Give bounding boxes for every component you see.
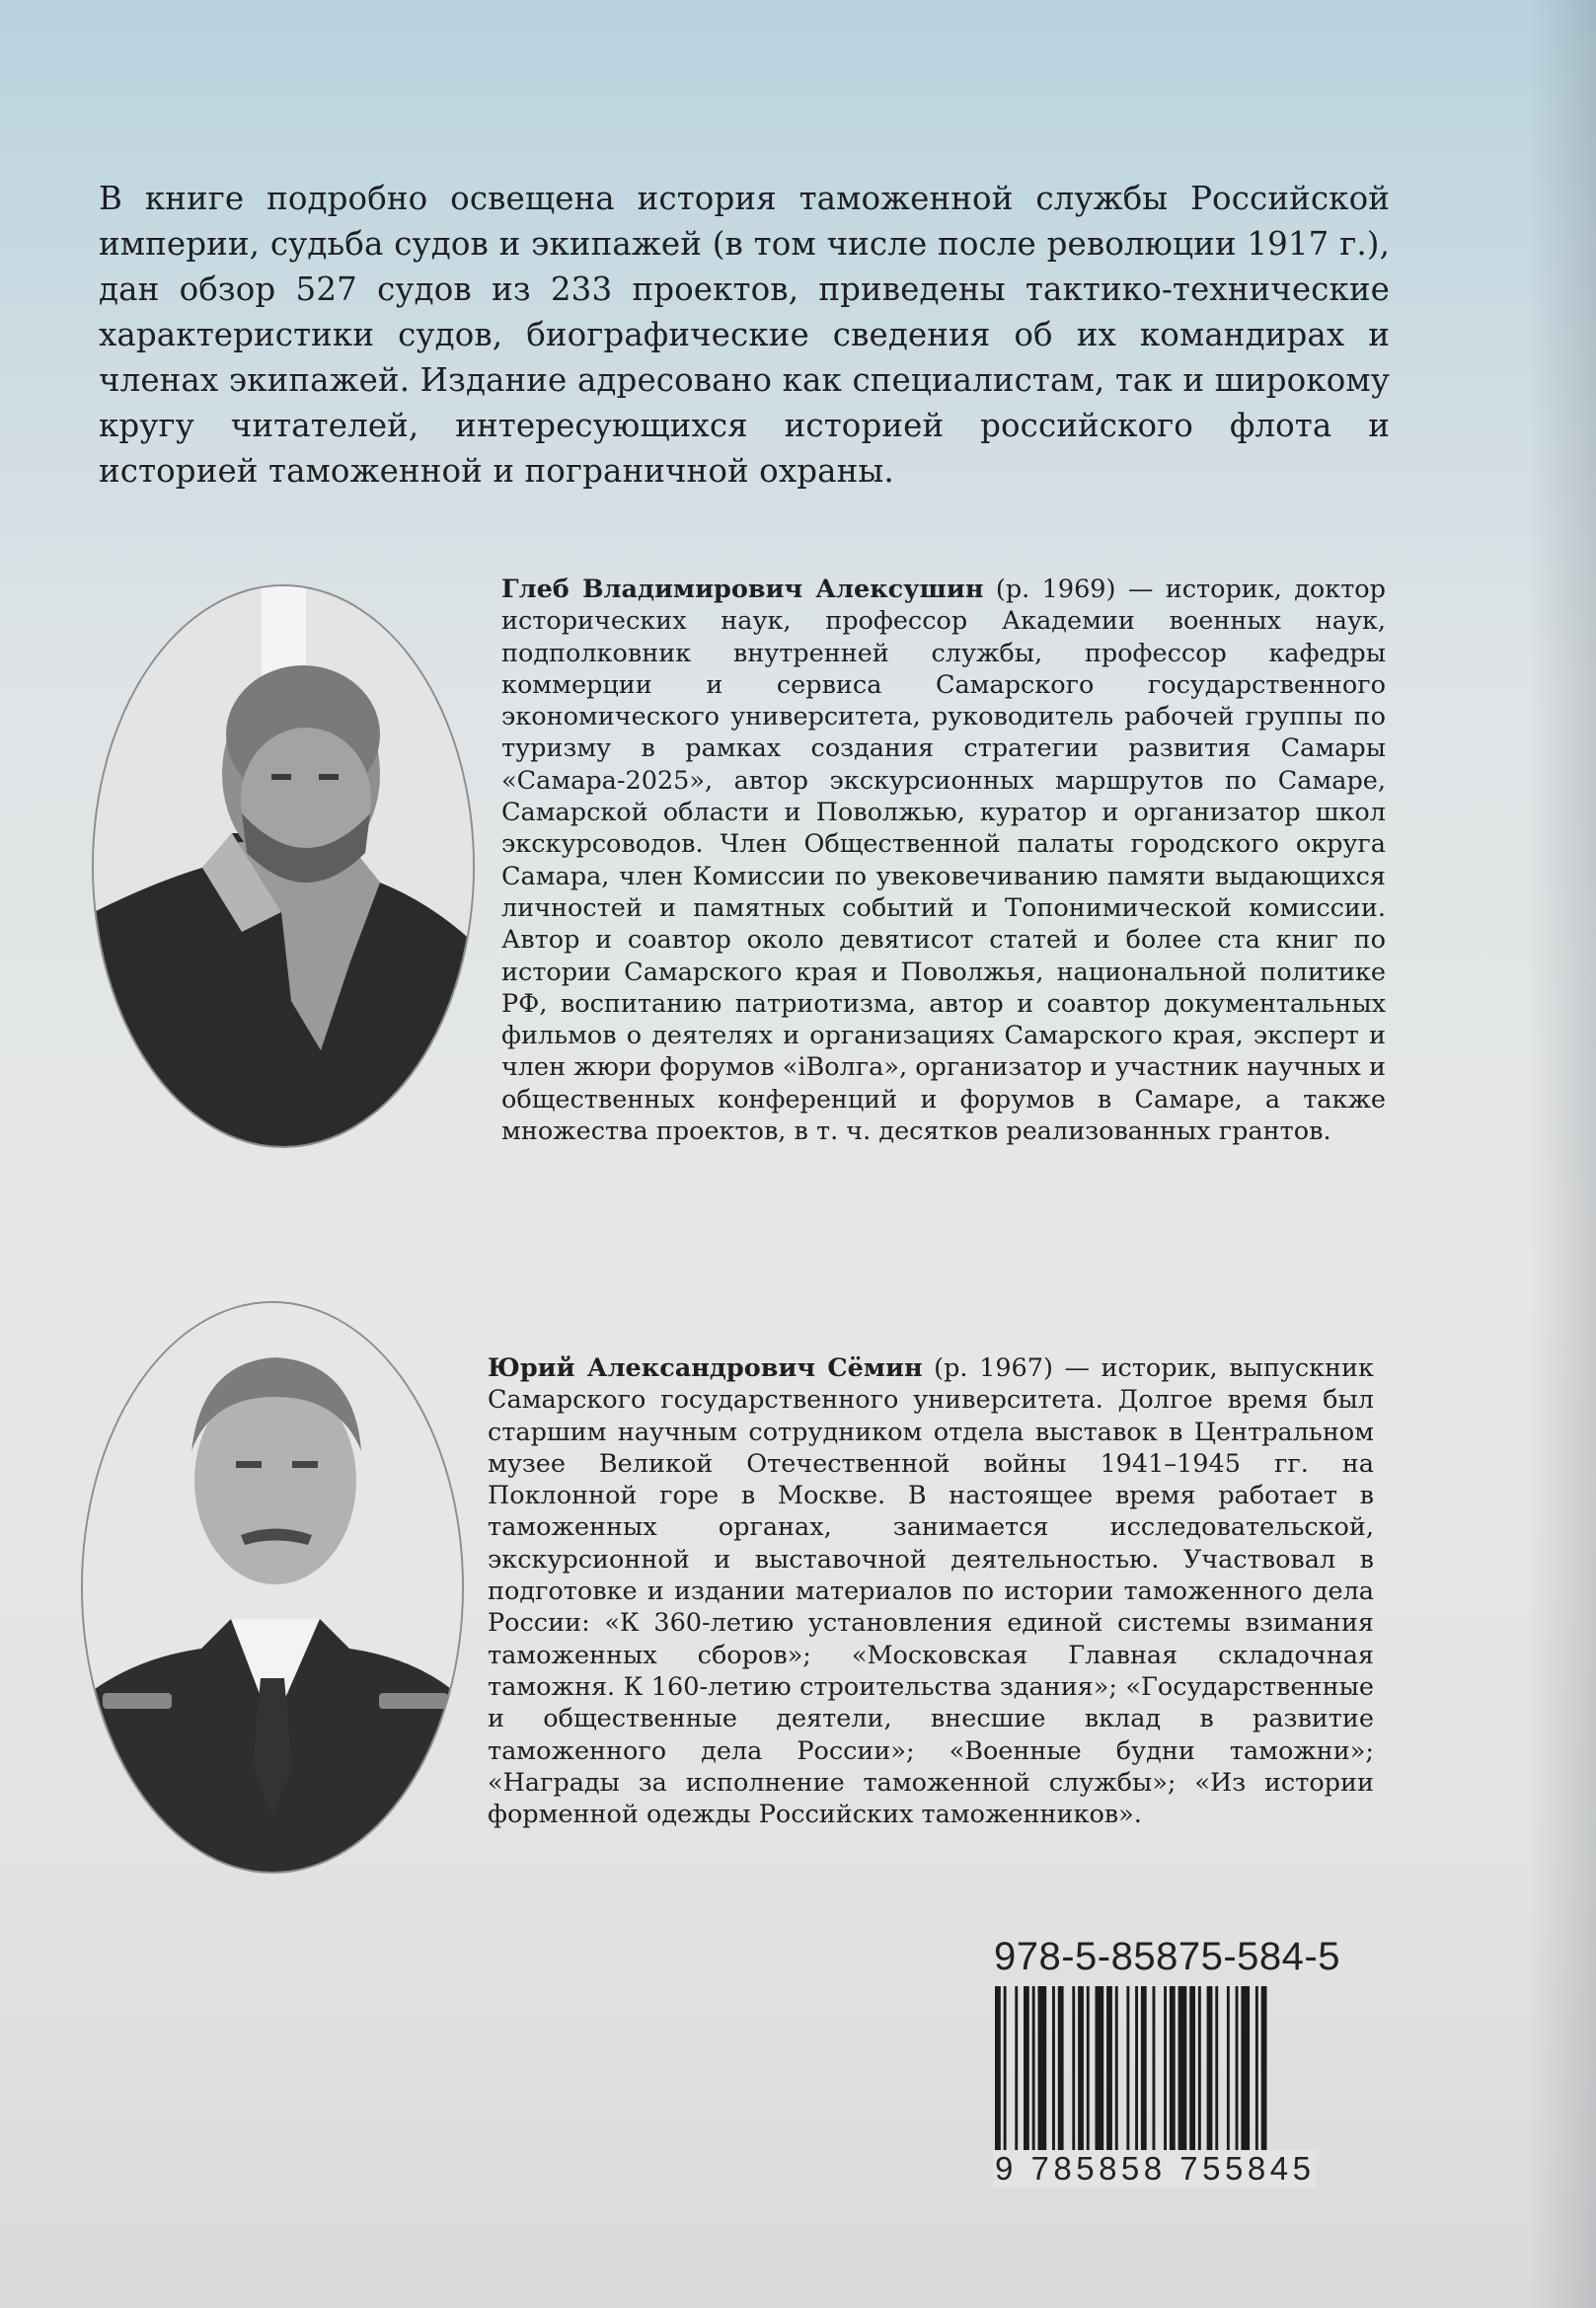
author-portrait-aleksushin <box>92 584 475 1148</box>
author-bio-text: (р. 1969) — историк, доктор исторических наук, профессор Академии военных наук, подполковник внутренней службы, профессор кафедры коммерции и сервиса Самарского государственного экономического университета, руководитель рабочей группы по туризму в рамках создания стратегии развития Самары «Самара-2025», автор экскурсионных маршрутов по Самаре, Самарской области и Поволжью, куратор и организатор школ экскурсоводов. Член Общественной палаты городского округа Самара, член Комиссии по увековечиванию памяти выдающихся личностей и памятных событий и Топонимической комиссии. Автор и соавтор около девятисот статей и более ста книг по истории Самарского края и Поволжья, национальной политике РФ, воспитанию патриотизма, автор и соавтор документальных фильмов о деятелях и организациях Самарского края, эксперт и член жюри форумов «iВолга», организатор и участник научных и общественных конференций и форумов в Самаре, а также множества проектов, в т. ч. десятков реализованных грантов. <box>501 575 1386 1147</box>
barcode-bar <box>1170 1986 1176 2169</box>
isbn-barcode <box>995 1986 1338 2169</box>
barcode-bar <box>1052 1986 1055 2169</box>
barcode-bar <box>1255 1986 1258 2169</box>
author-bio-semin <box>488 1352 1374 1830</box>
barcode-bar <box>1135 1986 1138 2169</box>
barcode-bar <box>1015 1986 1018 2169</box>
barcode-bar <box>1072 1986 1075 2169</box>
barcode-bar <box>1227 1986 1230 2169</box>
barcode-bar <box>1241 1986 1250 2169</box>
barcode-bar <box>1087 1986 1090 2169</box>
barcode-bar <box>1153 1986 1156 2169</box>
barcode-bar <box>1236 1986 1239 2169</box>
barcode-digits: 9 785858 755845 <box>995 2150 1316 2187</box>
author-bio-text: (р. 1967) — историк, выпускник Самарского государственного университета. Долгое время был старшим научным сотрудником отдела выставок в Центральном музее Великой Отечественной войны 1941–1945 гг. на Поклонной горе в Москве. В настоящее время работает в таможенных органах, занимается исследовательской, экскурсионной и выставочной деятельностью. Участвовал в подготовке и издании материалов по истории таможенного дела России: «К 360-летию установления единой системы взимания таможенных сборов»; «Московская Главная складочная таможня. К 160-летию строительства здания»; «Государственные и общественные деятели, внесшие вклад в развитие таможенного дела России»; «Военные будни таможни»; «Награды за исполнение таможенной службы»; «Из истории форменной одежды Российских таможенников». <box>488 1353 1374 1830</box>
barcode-bar <box>1215 1986 1218 2169</box>
barcode-bar <box>1032 1986 1035 2169</box>
author-bio-aleksushin <box>501 574 1386 1147</box>
barcode-bar <box>1164 1986 1167 2169</box>
author-name: Юрий Александрович Сёмин <box>488 1353 923 1383</box>
barcode-bar <box>1058 1986 1064 2169</box>
barcode-bar <box>995 1986 1001 2169</box>
author-name: Глеб Владимирович Алексушин <box>501 575 984 604</box>
barcode-bar <box>1261 1986 1267 2169</box>
barcode-bar <box>1004 1986 1007 2169</box>
page-edge-shadow <box>1527 0 1596 2308</box>
barcode-bar <box>1126 1986 1129 2169</box>
barcode-bar <box>1038 1986 1047 2169</box>
author-portrait-semin <box>81 1301 464 1874</box>
book-annotation: В книге подробно освещена история таможенной службы Российской империи, судьба судов и экипажей (в том числе после революции 1917 г.), дан обзор 527 судов из 233 проектов, приведены тактико-технические характеристики судов, биографические сведения об их командирах и членах экипажей. Издание адресовано как специалистам, так и широкому кругу читателей, интересующихся историей российского флота и историей таможенной и пограничной охраны. <box>99 179 1390 490</box>
barcode-bar <box>1189 1986 1195 2169</box>
barcode-bar <box>1178 1986 1187 2169</box>
barcode-bar <box>1207 1986 1213 2169</box>
isbn-number: 978-5-85875-584-5 <box>994 1935 1340 1978</box>
barcode-bar <box>1141 1986 1147 2169</box>
barcode-bar <box>1115 1986 1118 2169</box>
barcode-bar <box>1106 1986 1112 2169</box>
barcode-bar <box>1198 1986 1201 2169</box>
barcode-bar <box>1078 1986 1084 2169</box>
barcode-bar <box>1024 1986 1029 2169</box>
barcode-bar <box>1096 1986 1104 2169</box>
